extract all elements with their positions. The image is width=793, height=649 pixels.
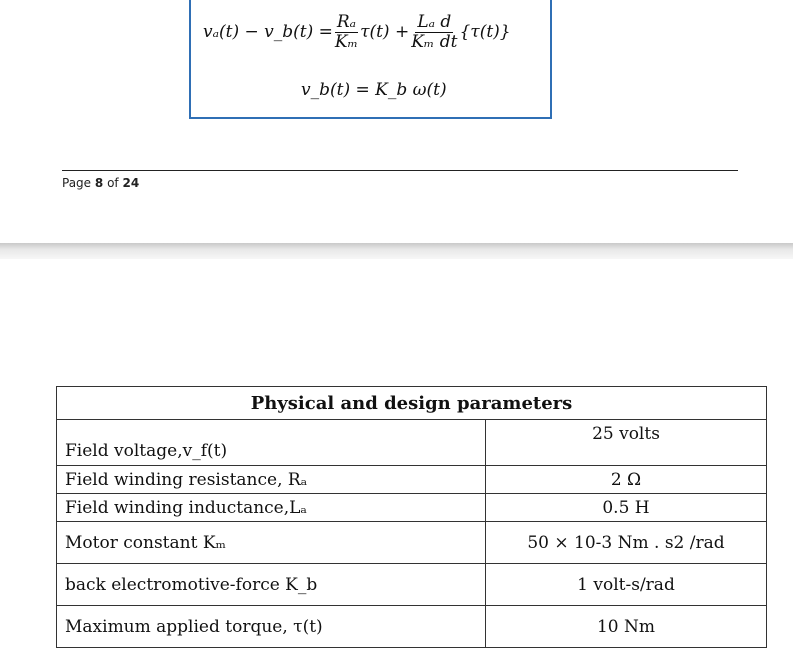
- frac2-denominator: Kₘ dt: [411, 31, 458, 52]
- page-total: 24: [122, 176, 140, 190]
- eq1-lhs: vₐ(t) − v_b(t) =: [203, 22, 333, 42]
- page-separator: [0, 243, 793, 259]
- param-value: 2 Ω: [486, 466, 767, 494]
- frac1-denominator: Kₘ: [334, 31, 359, 52]
- fraction-ra-km: [334, 11, 359, 52]
- param-value: 0.5 H: [486, 494, 767, 522]
- frac1-numerator: Rₐ: [336, 11, 357, 32]
- param-label: back electromotive-force K_b: [57, 564, 486, 606]
- param-value: 25 volts: [486, 420, 767, 466]
- param-label: Field winding resistance, Rₐ: [57, 466, 486, 494]
- param-label: Motor constant Kₘ: [57, 522, 486, 564]
- table-row: [57, 420, 767, 466]
- param-value: 50 × 10-3 Nm . s2 /rad: [486, 522, 767, 564]
- footer-rule: [62, 170, 738, 171]
- table-row: [57, 522, 767, 564]
- table-row: [57, 606, 767, 648]
- table-title-row: [57, 387, 767, 420]
- table-row: [57, 494, 767, 522]
- param-value: 10 Nm: [486, 606, 767, 648]
- eq1-mid: τ(t) +: [360, 22, 410, 42]
- param-label: Field winding inductance,Lₐ: [57, 494, 486, 522]
- page-of: of: [107, 176, 119, 190]
- fraction-la-km-ddt: [411, 11, 458, 52]
- param-value: 1 volt-s/rad: [486, 564, 767, 606]
- table-row: [57, 466, 767, 494]
- equation-voltage: [203, 4, 511, 60]
- eq1-tail: {τ(t)}: [459, 22, 511, 42]
- table-title: Physical and design parameters: [57, 387, 767, 420]
- page-prefix: Page: [62, 176, 92, 190]
- equation-back-emf: v_b(t) = K_b ω(t): [301, 80, 447, 100]
- table-row: [57, 564, 767, 606]
- parameters-table: [56, 386, 767, 648]
- page-current: 8: [94, 176, 104, 190]
- param-label: Field voltage,v_f(t): [57, 420, 486, 466]
- param-label: Maximum applied torque, τ(t): [57, 606, 486, 648]
- equation-box: [189, 0, 552, 119]
- frac2-numerator: Lₐ d: [417, 11, 452, 32]
- page-number: [62, 176, 139, 190]
